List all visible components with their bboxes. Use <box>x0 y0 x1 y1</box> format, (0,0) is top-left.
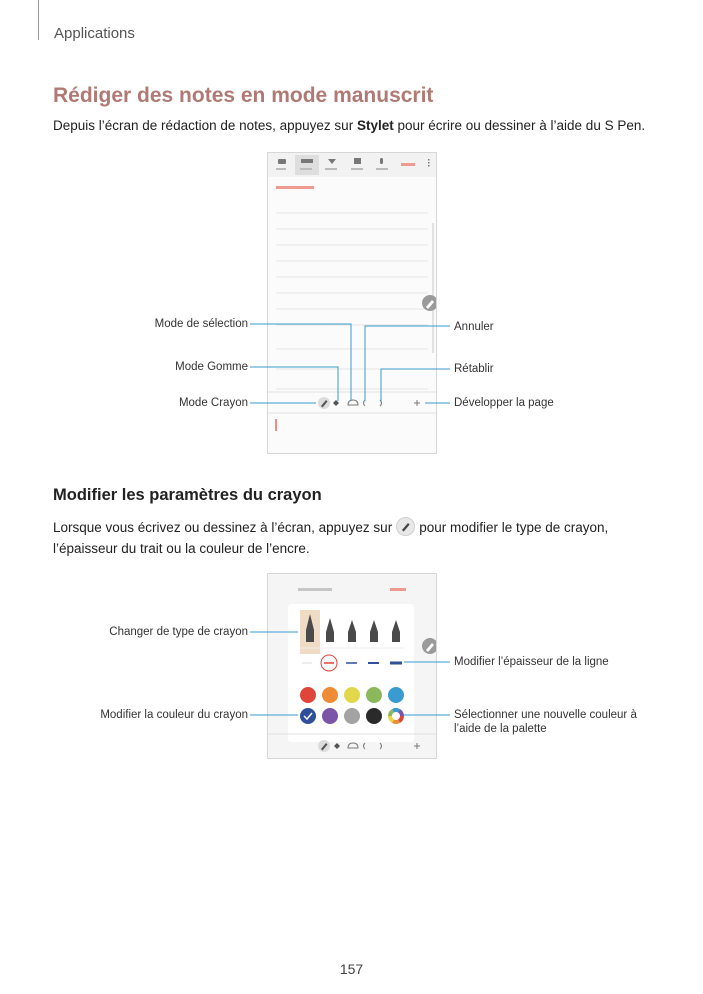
intro-text-after: pour écrire ou dessiner à l’aide du S Pen. <box>393 118 646 133</box>
callout-expand-page: Développer la page <box>454 397 554 409</box>
header-section: Applications <box>54 25 135 42</box>
stylet-keyword: Stylet <box>356 118 394 133</box>
subsection-title: Modifier les paramètres du crayon <box>53 486 322 504</box>
callout-redo: Rétablir <box>454 363 494 375</box>
callout-palette-color <box>454 708 637 736</box>
callout-palette-line1: Sélectionner une nouvelle couleur à <box>454 709 637 721</box>
section-title: Rédiger des notes en mode manuscrit <box>53 84 434 107</box>
page-number: 157 <box>339 961 364 977</box>
callout-change-color: Modifier la couleur du crayon <box>100 709 248 721</box>
callout-pen-mode: Mode Crayon <box>178 397 248 409</box>
callout-eraser-mode: Mode Gomme <box>175 361 248 373</box>
callout-selection-mode: Mode de sélection <box>154 318 248 330</box>
callout-palette-line2: l’aide de la palette <box>454 723 547 735</box>
pen-settings-text-before: Lorsque vous écrivez ou dessinez à l’écran, appuyez sur <box>53 520 393 535</box>
callout-change-thickness: Modifier l’épaisseur de la ligne <box>454 656 609 668</box>
callout-undo: Annuler <box>454 321 494 333</box>
pen-settings-text-after: pour modifier le type de crayon, l’épaisseur du trait ou la couleur de l’encre. <box>53 520 609 556</box>
callout-change-pen-type: Changer de type de crayon <box>109 626 248 638</box>
intro-text-before: Depuis l’écran de rédaction de notes, appuyez sur <box>53 118 357 133</box>
